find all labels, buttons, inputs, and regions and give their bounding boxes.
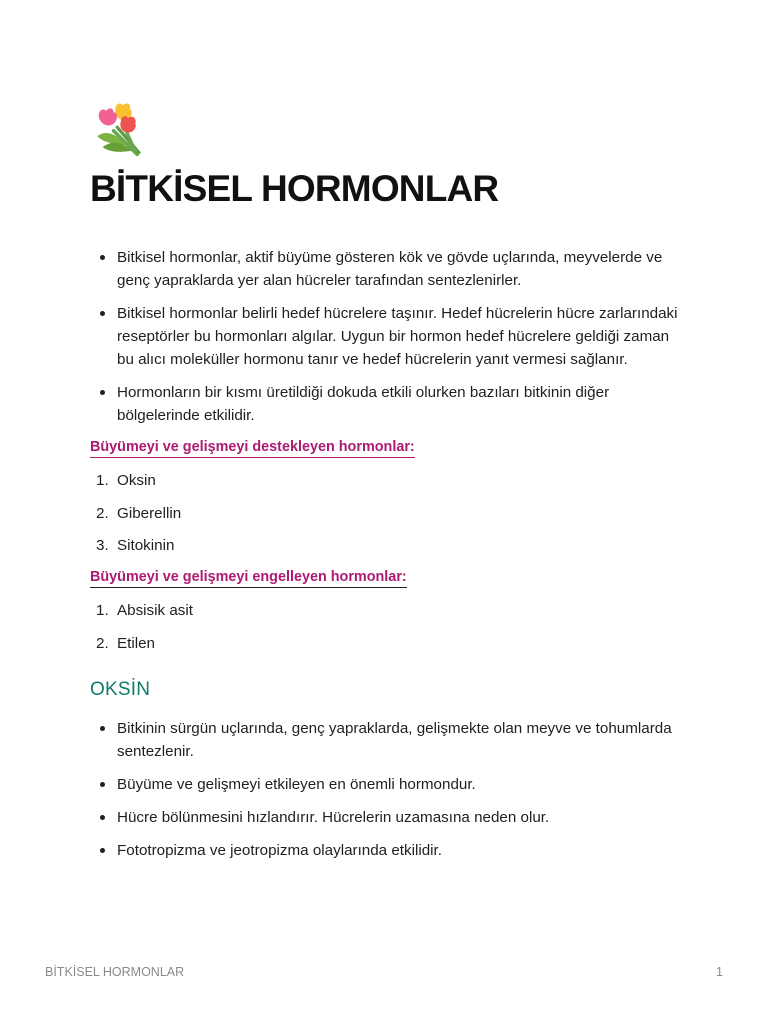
oksin-bullet-list (90, 717, 690, 862)
intro-bullet-list (90, 246, 690, 427)
tulip-bouquet-icon (90, 100, 148, 158)
list-item: Bitkisel hormonlar, aktif büyüme gösteren kök ve gövde uçlarında, meyvelerde ve genç yapraklarda yer alan hücreler tarafından sentezlenirler. (90, 246, 690, 292)
list-item (90, 632, 690, 655)
oksin-heading: OKSİN (90, 678, 151, 700)
supporting-hormones-label: Büyümeyi ve gelişmeyi destekleyen hormonlar: (90, 437, 415, 458)
list-item-number: 2. (96, 634, 109, 652)
list-item (90, 502, 690, 525)
list-item (90, 599, 690, 622)
list-item-number: 1. (96, 472, 109, 489)
list-item (90, 469, 690, 492)
list-item: Hücre bölünmesini hızlandırır. Hücrelerin uzamasına neden olur. (90, 806, 690, 829)
list-item-text: Sitokinin (117, 537, 175, 554)
inhibiting-hormones-list (90, 599, 690, 655)
inhibiting-hormones-label: Büyümeyi ve gelişmeyi engelleyen hormonlar: (90, 567, 407, 588)
footer-page-number: 1 (716, 965, 723, 979)
list-item-number: 3. (96, 537, 109, 554)
list-item (90, 534, 690, 557)
list-item-text: Absisik asit (117, 602, 193, 619)
list-item: Bitkisel hormonlar belirli hedef hücrelere taşınır. Hedef hücrelerin hücre zarlarındaki reseptörler bu hormonları algılar. Uygun bir hormon hedef hücrelere geldiği zaman bu alıcı moleküller hormonu tanır ve hedef hücrelerin yanıt vermesi sağlanır. (90, 302, 690, 371)
list-item: Bitkinin sürgün uçlarında, genç yapraklarda, gelişmekte olan meyve ve tohumlarda sentezlenir. (90, 717, 690, 763)
list-item: Fototropizma ve jeotropizma olaylarında etkilidir. (90, 839, 690, 862)
list-item-text: Oksin (117, 472, 156, 489)
footer-document-title: BİTKİSEL HORMONLAR (45, 965, 185, 979)
inhibiting-hormones-section (90, 557, 690, 655)
list-item-text: Etilen (117, 634, 155, 652)
page-title: BİTKİSEL HORMONLAR (90, 168, 499, 209)
supporting-hormones-list (90, 469, 690, 557)
list-item-number: 2. (96, 504, 109, 522)
supporting-hormones-section (90, 427, 690, 557)
list-item: Büyüme ve gelişmeyi etkileyen en önemli hormondur. (90, 773, 690, 796)
document-page (90, 100, 690, 862)
list-item-number: 1. (96, 602, 109, 619)
list-item-text: Giberellin (117, 504, 182, 522)
list-item: Hormonların bir kısmı üretildiği dokuda etkili olurken bazıları bitkinin diğer bölgelerinde etkilidir. (90, 381, 690, 427)
